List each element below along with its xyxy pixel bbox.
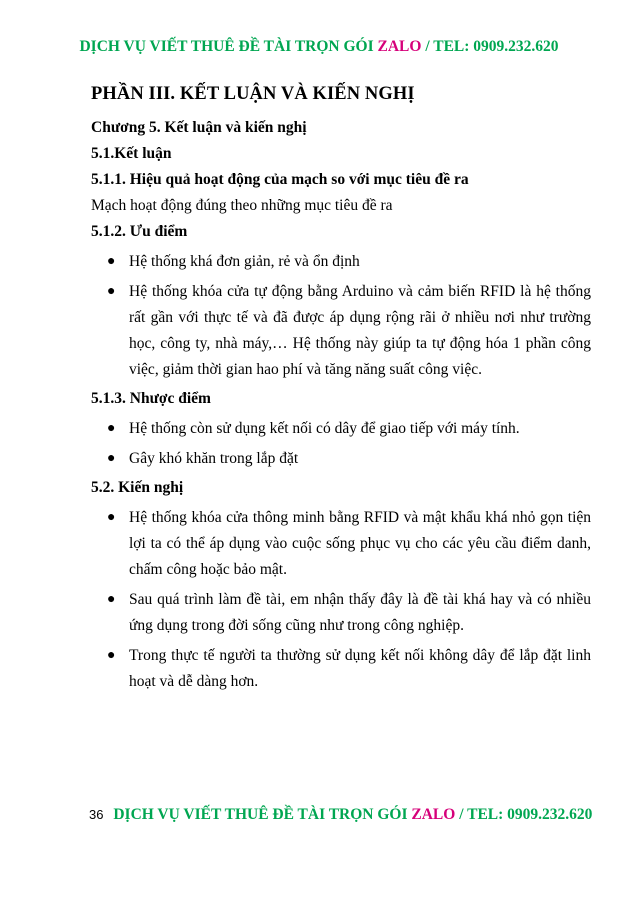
bullet-icon: ● <box>107 451 116 466</box>
section-5-1-1-heading: 5.1.1. Hiệu quả hoạt động của mạch so với mục tiêu đề ra <box>91 171 469 188</box>
section-5-1-2-heading: 5.1.2. Ưu điểm <box>91 223 188 240</box>
list-item <box>91 279 591 383</box>
list-item <box>91 249 591 275</box>
list-item <box>91 643 591 695</box>
footer-tel-text: / TEL: 0909.232.620 <box>459 806 593 823</box>
list-item-text: Sau quá trình làm đề tài, em nhận thấy đây là đề tài khá hay và có nhiều ứng dụng trong đời sống cũng như trong công nghiệp. <box>129 591 591 634</box>
bullet-icon: ● <box>107 421 116 436</box>
page-number: 36 <box>89 807 104 822</box>
list-item-text: Hệ thống khóa cửa tự động bằng Arduino và cảm biến RFID là hệ thống rất gần với thực tế và đã được áp dụng rộng rãi ở nhiều nơi như trường học, công ty, nhà máy,… Hệ thống này giúp ta tự động hóa 1 phần công việc, giảm thời gian hao phí và tăng năng suất công việc. <box>129 283 591 378</box>
list-item-text: Gây khó khăn trong lắp đặt <box>129 450 299 467</box>
list-item-text: Trong thực tế người ta thường sử dụng kết nối không dây để lắp đặt linh hoạt và dễ dàng hơn. <box>129 647 591 690</box>
disadvantages-list <box>91 416 591 472</box>
section-5-1-heading: 5.1.Kết luận <box>91 145 172 162</box>
bullet-icon: ● <box>107 510 116 525</box>
header-zalo-text: ZALO <box>377 38 422 55</box>
section-5-1-1-text: Mạch hoạt động đúng theo những mục tiêu đề ra <box>91 197 393 214</box>
section-5-1-3-heading: 5.1.3. Nhược điểm <box>91 390 211 407</box>
advantages-list <box>91 249 591 383</box>
list-item-text: Hệ thống khá đơn giản, rẻ và ổn định <box>129 253 360 270</box>
page-footer <box>89 806 592 824</box>
header-tel-text: / TEL: 0909.232.620 <box>425 38 559 55</box>
list-item-text: Hệ thống khóa cửa thông minh bằng RFID và mật khẩu khá nhỏ gọn tiện lợi ta có thể áp dụng vào cuộc sống phục vụ cho các yêu cầu điểm danh, chấm công hoặc bảo mật. <box>129 509 591 578</box>
bullet-icon: ● <box>107 592 116 607</box>
footer-service-text: DỊCH VỤ VIẾT THUÊ ĐỀ TÀI TRỌN GÓI <box>113 806 408 823</box>
bullet-icon: ● <box>107 284 116 299</box>
chapter-heading: Chương 5. Kết luận và kiến nghị <box>91 119 307 136</box>
list-item <box>91 505 591 583</box>
list-item <box>91 416 591 442</box>
recommendations-list <box>91 505 591 695</box>
part-title: PHẦN III. KẾT LUẬN VÀ KIẾN NGHỊ <box>91 84 415 104</box>
footer-zalo-text: ZALO <box>411 806 456 823</box>
bullet-icon: ● <box>107 648 116 663</box>
header-service-text: DỊCH VỤ VIẾT THUÊ ĐỀ TÀI TRỌN GÓI <box>79 38 374 55</box>
list-item <box>91 587 591 639</box>
page-body <box>91 84 591 698</box>
list-item-text: Hệ thống còn sử dụng kết nối có dây để giao tiếp với máy tính. <box>129 420 520 437</box>
bullet-icon: ● <box>107 254 116 269</box>
page-header <box>0 38 638 56</box>
list-item <box>91 446 591 472</box>
section-5-2-heading: 5.2. Kiến nghị <box>91 479 184 496</box>
